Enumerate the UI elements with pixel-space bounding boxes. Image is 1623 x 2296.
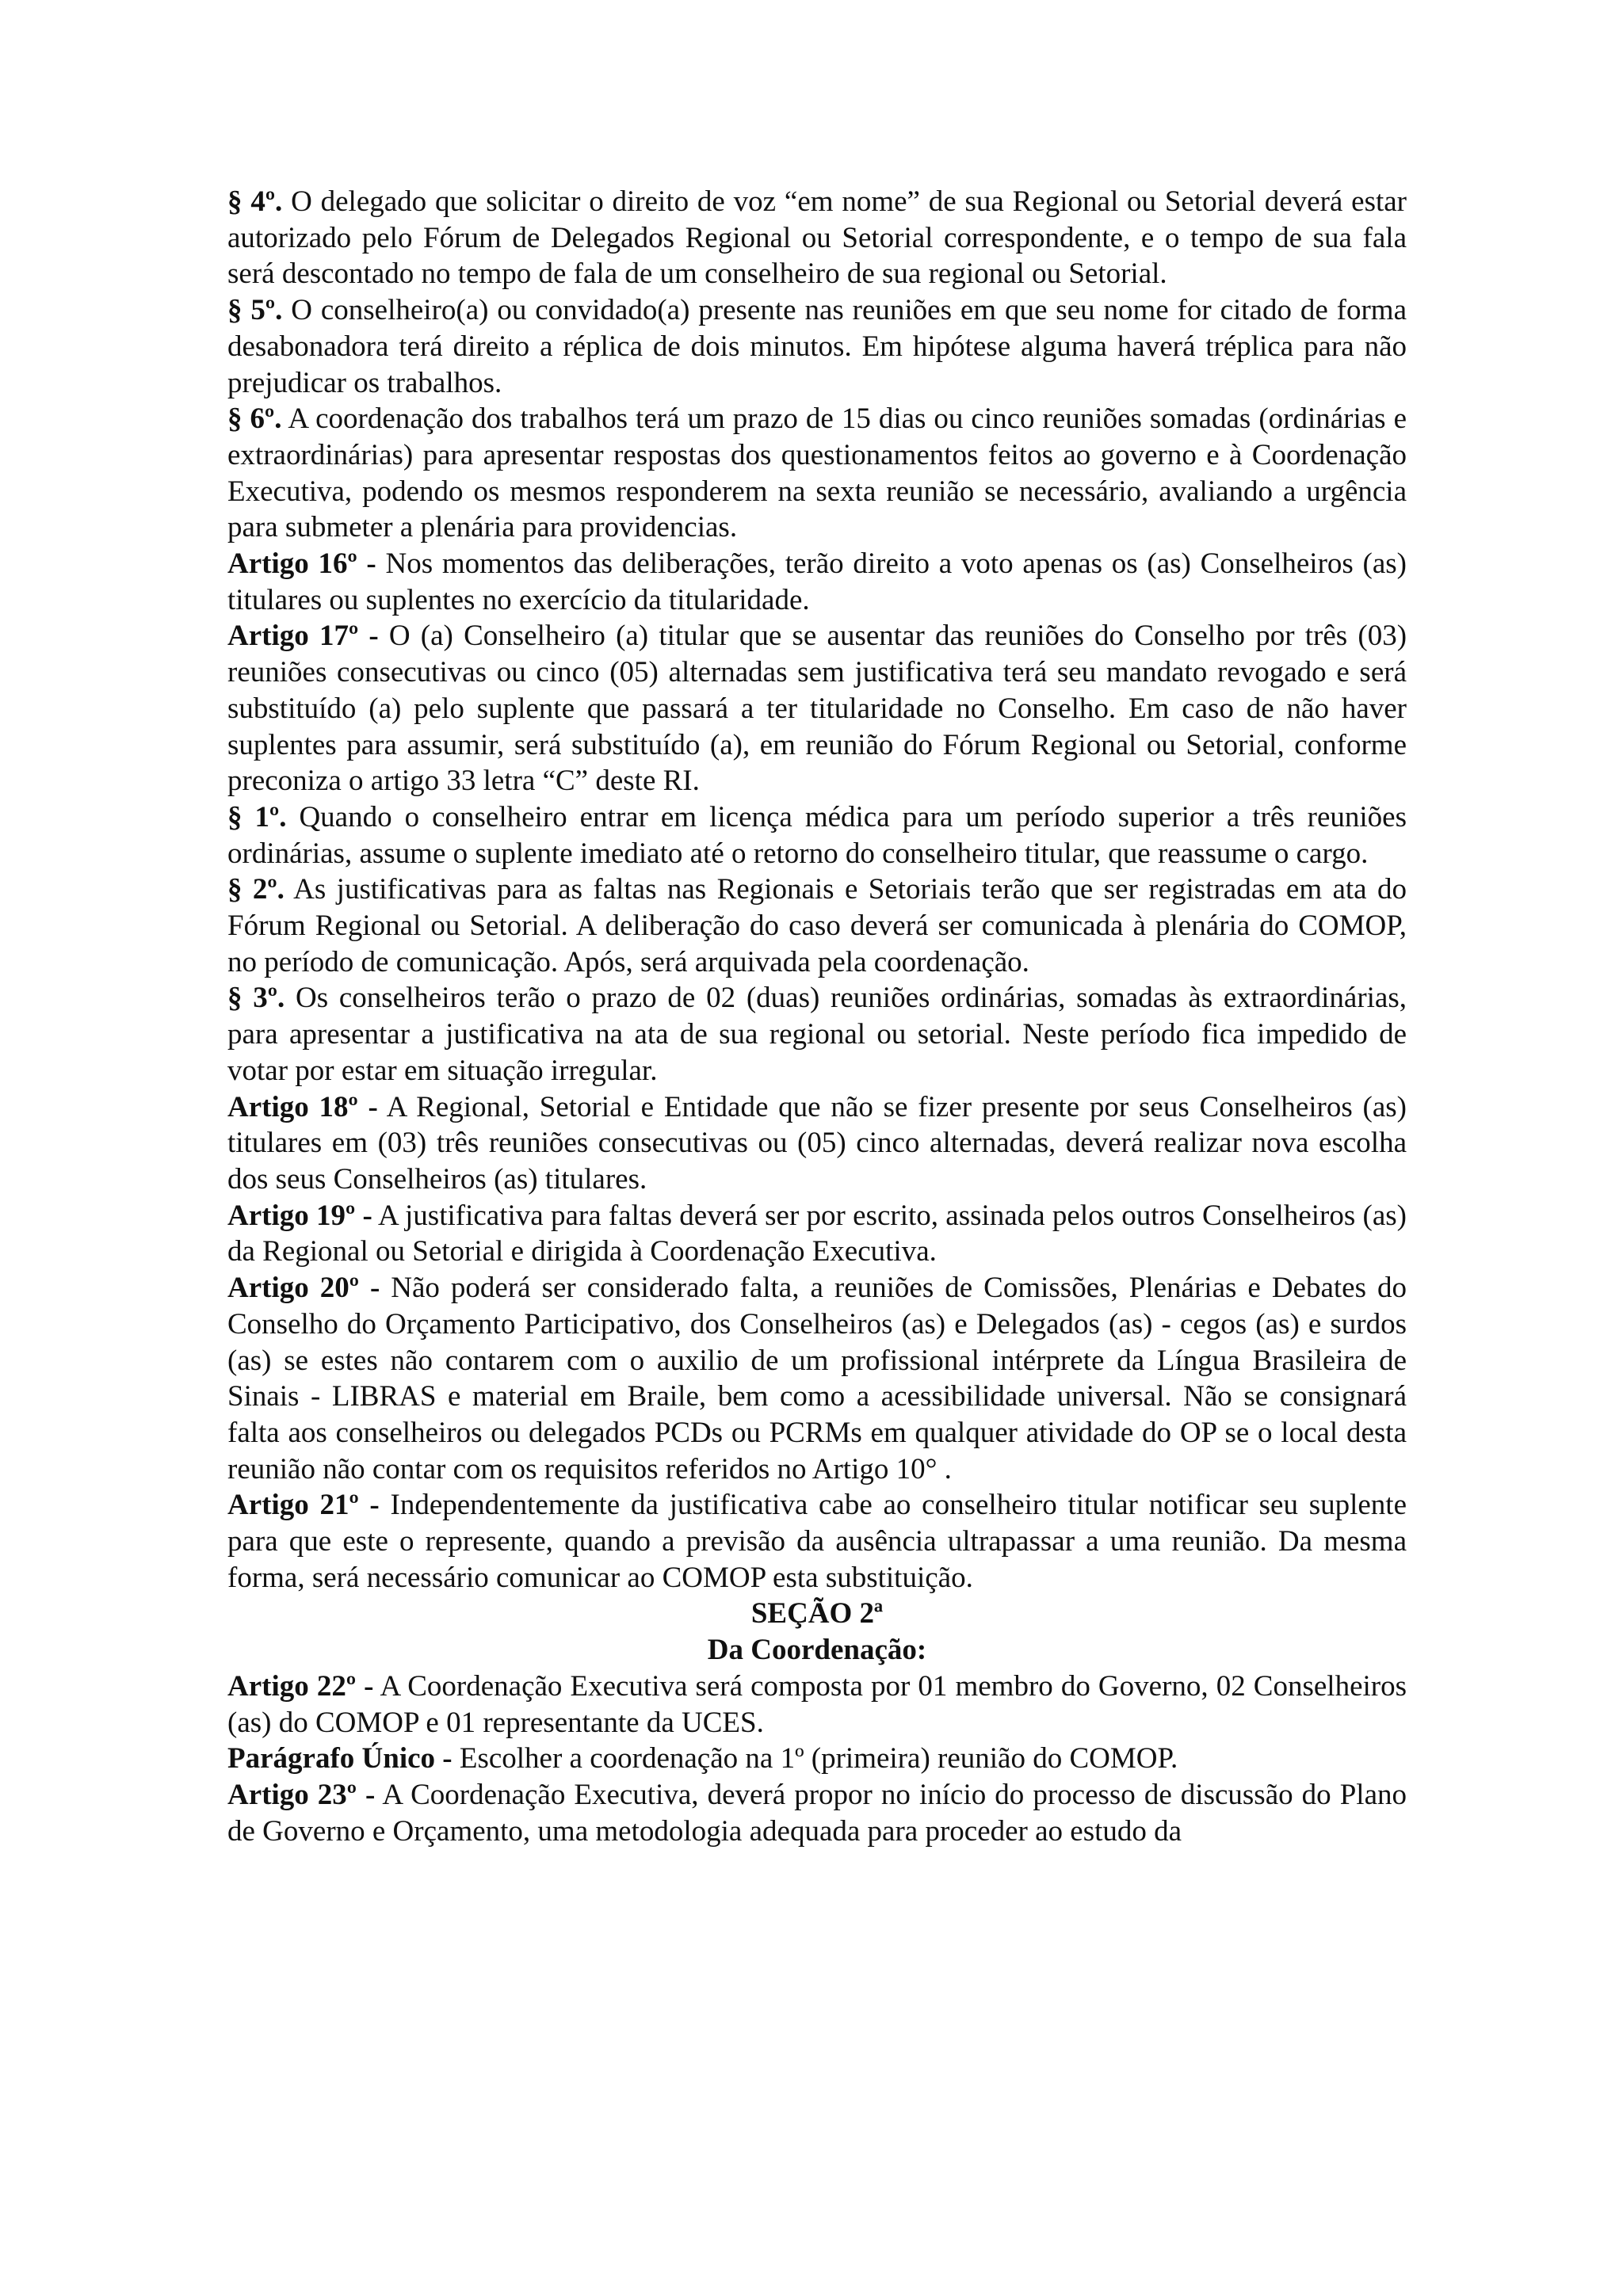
article-text: A justificativa para faltas deverá ser por escrito, assinada pelos outros Conselheiros (as) da Regional ou Setorial e dirigida à Coordenação Executiva. — [227, 1199, 1407, 1268]
sole-paragraph — [227, 1741, 1407, 1777]
paragraph-lead: § 4º. — [227, 185, 283, 218]
article-21 — [227, 1487, 1407, 1596]
article-lead: Artigo 19º - — [227, 1199, 372, 1232]
paragraph-text: O delegado que solicitar o direito de voz “em nome” de sua Regional ou Setorial deverá estar autorizado pelo Fórum de Delegados Regional ou Setorial correspondente, e o tempo de sua fala será descontado no tempo de fala de um conselheiro de sua regional ou Setorial. — [227, 185, 1407, 291]
paragraph-text: O conselheiro(a) ou convidado(a) presente nas reuniões em que seu nome for citado de forma desabonadora terá direito a réplica de dois minutos. Em hipótese alguma haverá tréplica para não prejudicar os trabalhos. — [227, 294, 1407, 399]
article-22 — [227, 1669, 1407, 1741]
article-16 — [227, 546, 1407, 618]
article-text: A Regional, Setorial e Entidade que não se fizer presente por seus Conselheiros (as) titulares em (03) três reuniões consecutivas ou (05) cinco alternadas, deverá realizar nova escolha dos seus Conselheiros (as) titulares. — [227, 1090, 1407, 1196]
article-20 — [227, 1270, 1407, 1487]
article-text: Não poderá ser considerado falta, a reuniões de Comissões, Plenárias e Debates do Conselho do Orçamento Participativo, dos Conselheiros (as) e Delegados (as) - cegos (as) e surdos (as) se estes não contarem com o auxilio de um profissional intérprete da Língua Brasileira de Sinais - LIBRAS e material em Braile, bem como a acessibilidade universal. Não se consignará falta aos conselheiros ou delegados PCDs ou PCRMs em qualquer atividade do OP se o local desta reunião não contar com os requisitos referidos no Artigo 10° . — [227, 1272, 1407, 1486]
article-lead: Artigo 23º - — [227, 1778, 376, 1811]
article-text: O (a) Conselheiro (a) titular que se ausentar das reuniões do Conselho por três (03) reuniões consecutivas ou cinco (05) alternadas sem justificativa terá seu mandato revogado e será substituído (a) pelo suplente que passará a ter titularidade no Conselho. Em caso de não haver suplentes para assumir, será substituído (a), em reunião do Fórum Regional ou Setorial, conforme preconiza o artigo 33 letra “C” deste RI. — [227, 620, 1407, 798]
paragraph-lead: § 5º. — [227, 294, 283, 327]
article-lead: Artigo 17º - — [227, 620, 379, 653]
paragraph-lead: § 6º. — [227, 402, 282, 436]
paragraph-6 — [227, 401, 1407, 546]
paragraph-text: As justificativas para as faltas nas Regionais e Setoriais terão que ser registradas em ata do Fórum Regional ou Setorial. A deliberação do caso deverá ser comunicada à plenária do COMOP, no período de comunicação. Após, será arquivada pela coordenação. — [227, 873, 1407, 978]
paragraph-4 — [227, 184, 1407, 292]
article-lead: Artigo 22º - — [227, 1669, 374, 1703]
paragraph-lead: § 2º. — [227, 873, 285, 906]
paragraph-text: A coordenação dos trabalhos terá um prazo de 15 dias ou cinco reuniões somadas (ordinárias e extraordinárias) para apresentar respostas dos questionamentos feitos ao governo e à Coordenação Executiva, podendo os mesmos responderem na sexta reunião se necessário, avaliando a urgência para submeter a plenária para providencias. — [227, 402, 1407, 544]
article-text: A Coordenação Executiva, deverá propor no início do processo de discussão do Plano de Governo e Orçamento, uma metodologia adequada para proceder ao estudo da — [227, 1778, 1407, 1848]
paragraph-lead: § 1º. — [227, 800, 287, 833]
article-text: A Coordenação Executiva será composta por 01 membro do Governo, 02 Conselheiros (as) do COMOP e 01 representante da UCES. — [227, 1669, 1407, 1739]
paragraph-1 — [227, 799, 1407, 871]
section-title: SEÇÃO 2ª — [750, 1597, 884, 1630]
paragraph-text: Os conselheiros terão o prazo de 02 (duas) reuniões ordinárias, somadas às extraordinárias, para apresentar a justificativa na ata de sua regional ou setorial. Neste período fica impedido de votar por estar em situação irregular. — [227, 982, 1407, 1087]
paragraph-lead: Parágrafo Único - — [227, 1742, 453, 1775]
article-19 — [227, 1198, 1407, 1270]
article-lead: Artigo 20º - — [227, 1272, 380, 1305]
article-lead: Artigo 21º - — [227, 1489, 380, 1522]
section-subtitle: Da Coordenação: — [707, 1634, 927, 1667]
paragraph-lead: § 3º. — [227, 982, 285, 1015]
paragraph-3 — [227, 980, 1407, 1089]
paragraph-5 — [227, 292, 1407, 401]
article-lead: Artigo 16º - — [227, 547, 376, 581]
article-lead: Artigo 18º - — [227, 1090, 378, 1123]
article-18 — [227, 1089, 1407, 1198]
article-text: Independentemente da justificativa cabe ao conselheiro titular notificar seu suplente para que este o represente, quando a previsão da ausência ultrapassar a uma reunião. Da mesma forma, será necessário comunicar ao COMOP esta substituição. — [227, 1489, 1407, 1594]
article-text: Nos momentos das deliberações, terão direito a voto apenas os (as) Conselheiros (as) titulares ou suplentes no exercício da titularidade. — [227, 547, 1407, 616]
article-23 — [227, 1777, 1407, 1849]
paragraph-text: Quando o conselheiro entrar em licença médica para um período superior a três reuniões ordinárias, assume o suplente imediato até o retorno do conselheiro titular, que reassume o cargo. — [227, 800, 1407, 870]
document-page — [227, 184, 1407, 1849]
paragraph-text: Escolher a coordenação na 1º (primeira) reunião do COMOP. — [452, 1742, 1178, 1775]
article-17 — [227, 618, 1407, 799]
paragraph-2 — [227, 871, 1407, 980]
